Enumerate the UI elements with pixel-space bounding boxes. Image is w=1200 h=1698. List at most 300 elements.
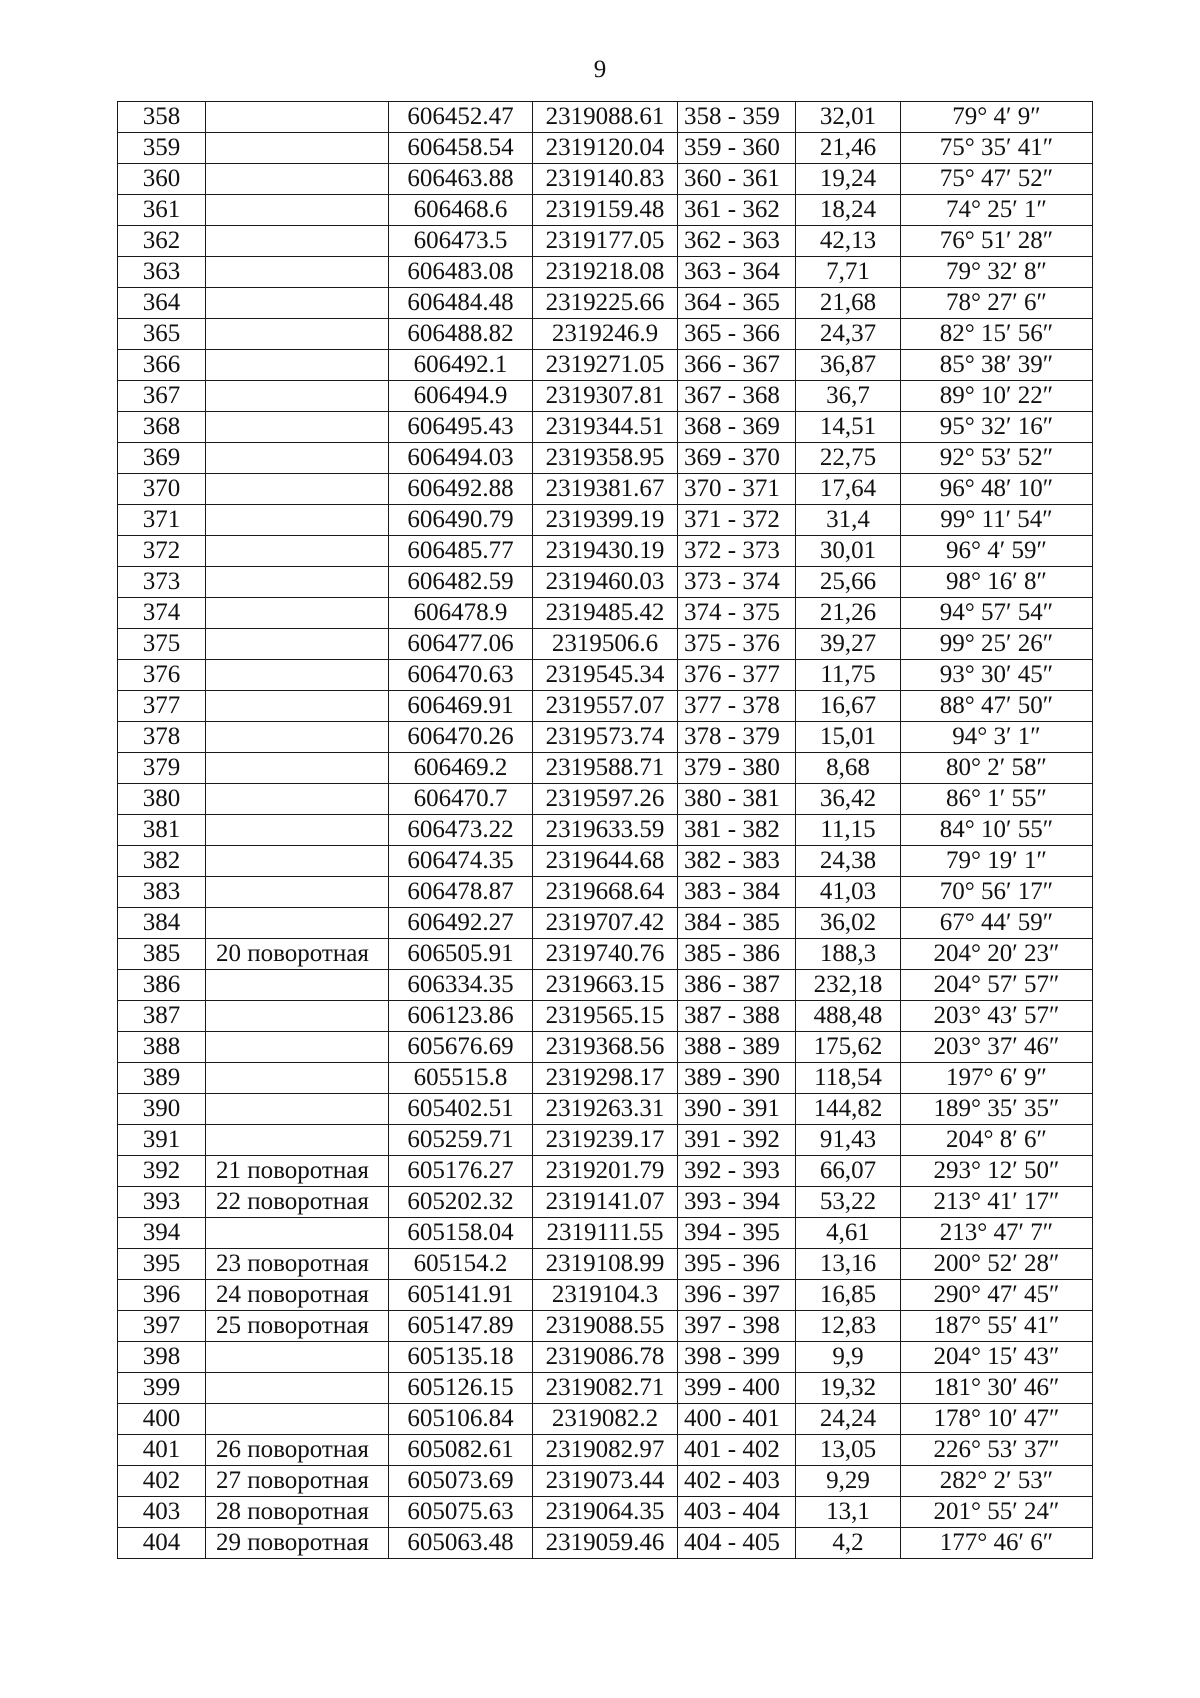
x-coordinate-cell: 605075.63: [389, 1497, 533, 1528]
segment-cell: 358 - 359: [678, 102, 796, 133]
y-coordinate-cell: 2319239.17: [533, 1125, 678, 1156]
point-name-cell: 23 поворотная: [206, 1249, 389, 1280]
y-coordinate-cell: 2319225.66: [533, 288, 678, 319]
point-name-cell: [206, 195, 389, 226]
y-coordinate-cell: 2319059.46: [533, 1528, 678, 1559]
table-row: [118, 505, 1093, 536]
x-coordinate-cell: 606469.2: [389, 753, 533, 784]
length-cell: 15,01: [796, 722, 901, 753]
bearing-cell: 98° 16′ 8″: [901, 567, 1093, 598]
x-coordinate-cell: 606469.91: [389, 691, 533, 722]
table-row: [118, 629, 1093, 660]
table-row: [118, 846, 1093, 877]
length-cell: 175,62: [796, 1032, 901, 1063]
point-name-cell: [206, 133, 389, 164]
x-coordinate-cell: 606484.48: [389, 288, 533, 319]
segment-cell: 387 - 388: [678, 1001, 796, 1032]
point-number-cell: 390: [118, 1094, 206, 1125]
length-cell: 25,66: [796, 567, 901, 598]
x-coordinate-cell: 606473.5: [389, 226, 533, 257]
length-cell: 24,37: [796, 319, 901, 350]
point-number-cell: 374: [118, 598, 206, 629]
table-row: [118, 908, 1093, 939]
segment-cell: 393 - 394: [678, 1187, 796, 1218]
point-number-cell: 377: [118, 691, 206, 722]
point-number-cell: 360: [118, 164, 206, 195]
point-number-cell: 359: [118, 133, 206, 164]
bearing-cell: 293° 12′ 50″: [901, 1156, 1093, 1187]
x-coordinate-cell: 606485.77: [389, 536, 533, 567]
point-number-cell: 369: [118, 443, 206, 474]
point-number-cell: 388: [118, 1032, 206, 1063]
segment-cell: 390 - 391: [678, 1094, 796, 1125]
point-number-cell: 395: [118, 1249, 206, 1280]
x-coordinate-cell: 606473.22: [389, 815, 533, 846]
point-number-cell: 381: [118, 815, 206, 846]
table-row: [118, 660, 1093, 691]
point-number-cell: 386: [118, 970, 206, 1001]
segment-cell: 399 - 400: [678, 1373, 796, 1404]
length-cell: 4,2: [796, 1528, 901, 1559]
point-name-cell: [206, 474, 389, 505]
y-coordinate-cell: 2319588.71: [533, 753, 678, 784]
x-coordinate-cell: 606490.79: [389, 505, 533, 536]
y-coordinate-cell: 2319086.78: [533, 1342, 678, 1373]
x-coordinate-cell: 606478.87: [389, 877, 533, 908]
point-number-cell: 387: [118, 1001, 206, 1032]
y-coordinate-cell: 2319707.42: [533, 908, 678, 939]
segment-cell: 363 - 364: [678, 257, 796, 288]
length-cell: 8,68: [796, 753, 901, 784]
bearing-cell: 99° 25′ 26″: [901, 629, 1093, 660]
table-body: [118, 102, 1093, 1559]
x-coordinate-cell: 606463.88: [389, 164, 533, 195]
segment-cell: 364 - 365: [678, 288, 796, 319]
point-number-cell: 397: [118, 1311, 206, 1342]
point-name-cell: [206, 1001, 389, 1032]
point-name-cell: [206, 443, 389, 474]
point-name-cell: [206, 1094, 389, 1125]
table-row: [118, 350, 1093, 381]
table-row: [118, 319, 1093, 350]
length-cell: 36,7: [796, 381, 901, 412]
y-coordinate-cell: 2319368.56: [533, 1032, 678, 1063]
point-number-cell: 404: [118, 1528, 206, 1559]
table-row: [118, 133, 1093, 164]
segment-cell: 403 - 404: [678, 1497, 796, 1528]
length-cell: 9,9: [796, 1342, 901, 1373]
x-coordinate-cell: 606492.88: [389, 474, 533, 505]
segment-cell: 368 - 369: [678, 412, 796, 443]
segment-cell: 375 - 376: [678, 629, 796, 660]
segment-cell: 388 - 389: [678, 1032, 796, 1063]
page-number: 9: [593, 56, 607, 83]
bearing-cell: 204° 20′ 23″: [901, 939, 1093, 970]
bearing-cell: 79° 19′ 1″: [901, 846, 1093, 877]
length-cell: 13,05: [796, 1435, 901, 1466]
bearing-cell: 203° 37′ 46″: [901, 1032, 1093, 1063]
y-coordinate-cell: 2319177.05: [533, 226, 678, 257]
point-name-cell: 22 поворотная: [206, 1187, 389, 1218]
point-number-cell: 402: [118, 1466, 206, 1497]
point-name-cell: [206, 350, 389, 381]
segment-cell: 361 - 362: [678, 195, 796, 226]
y-coordinate-cell: 2319344.51: [533, 412, 678, 443]
bearing-cell: 204° 8′ 6″: [901, 1125, 1093, 1156]
table-row: [118, 1497, 1093, 1528]
bearing-cell: 75° 35′ 41″: [901, 133, 1093, 164]
y-coordinate-cell: 2319430.19: [533, 536, 678, 567]
y-coordinate-cell: 2319663.15: [533, 970, 678, 1001]
point-name-cell: 29 поворотная: [206, 1528, 389, 1559]
bearing-cell: 189° 35′ 35″: [901, 1094, 1093, 1125]
bearing-cell: 88° 47′ 50″: [901, 691, 1093, 722]
segment-cell: 398 - 399: [678, 1342, 796, 1373]
length-cell: 36,02: [796, 908, 901, 939]
table-row: [118, 164, 1093, 195]
point-number-cell: 378: [118, 722, 206, 753]
table-row: [118, 474, 1093, 505]
point-number-cell: 389: [118, 1063, 206, 1094]
y-coordinate-cell: 2319108.99: [533, 1249, 678, 1280]
bearing-cell: 70° 56′ 17″: [901, 877, 1093, 908]
table-row: [118, 536, 1093, 567]
point-name-cell: [206, 815, 389, 846]
x-coordinate-cell: 605259.71: [389, 1125, 533, 1156]
segment-cell: 391 - 392: [678, 1125, 796, 1156]
point-name-cell: [206, 1218, 389, 1249]
segment-cell: 386 - 387: [678, 970, 796, 1001]
y-coordinate-cell: 2319073.44: [533, 1466, 678, 1497]
length-cell: 232,18: [796, 970, 901, 1001]
table-row: [118, 1342, 1093, 1373]
length-cell: 66,07: [796, 1156, 901, 1187]
segment-cell: 402 - 403: [678, 1466, 796, 1497]
bearing-cell: 86° 1′ 55″: [901, 784, 1093, 815]
segment-cell: 384 - 385: [678, 908, 796, 939]
segment-cell: 365 - 366: [678, 319, 796, 350]
y-coordinate-cell: 2319485.42: [533, 598, 678, 629]
point-name-cell: 28 поворотная: [206, 1497, 389, 1528]
point-name-cell: [206, 505, 389, 536]
x-coordinate-cell: 605063.48: [389, 1528, 533, 1559]
point-number-cell: 392: [118, 1156, 206, 1187]
y-coordinate-cell: 2319668.64: [533, 877, 678, 908]
x-coordinate-cell: 606478.9: [389, 598, 533, 629]
bearing-cell: 93° 30′ 45″: [901, 660, 1093, 691]
point-number-cell: 383: [118, 877, 206, 908]
table-row: [118, 288, 1093, 319]
x-coordinate-cell: 605402.51: [389, 1094, 533, 1125]
segment-cell: 372 - 373: [678, 536, 796, 567]
x-coordinate-cell: 606334.35: [389, 970, 533, 1001]
bearing-cell: 226° 53′ 37″: [901, 1435, 1093, 1466]
length-cell: 11,75: [796, 660, 901, 691]
x-coordinate-cell: 605676.69: [389, 1032, 533, 1063]
x-coordinate-cell: 606458.54: [389, 133, 533, 164]
bearing-cell: 85° 38′ 39″: [901, 350, 1093, 381]
point-number-cell: 363: [118, 257, 206, 288]
point-name-cell: [206, 567, 389, 598]
x-coordinate-cell: 605147.89: [389, 1311, 533, 1342]
segment-cell: 385 - 386: [678, 939, 796, 970]
point-name-cell: 24 поворотная: [206, 1280, 389, 1311]
table-row: [118, 1094, 1093, 1125]
point-number-cell: 382: [118, 846, 206, 877]
x-coordinate-cell: 606477.06: [389, 629, 533, 660]
table-row: [118, 1435, 1093, 1466]
length-cell: 24,38: [796, 846, 901, 877]
table-row: [118, 1001, 1093, 1032]
point-number-cell: 361: [118, 195, 206, 226]
bearing-cell: 82° 15′ 56″: [901, 319, 1093, 350]
y-coordinate-cell: 2319201.79: [533, 1156, 678, 1187]
point-name-cell: 21 поворотная: [206, 1156, 389, 1187]
bearing-cell: 197° 6′ 9″: [901, 1063, 1093, 1094]
table-row: [118, 1187, 1093, 1218]
length-cell: 18,24: [796, 195, 901, 226]
segment-cell: 383 - 384: [678, 877, 796, 908]
table-row: [118, 195, 1093, 226]
point-name-cell: [206, 1032, 389, 1063]
point-name-cell: [206, 691, 389, 722]
x-coordinate-cell: 606470.26: [389, 722, 533, 753]
length-cell: 9,29: [796, 1466, 901, 1497]
point-name-cell: 26 поворотная: [206, 1435, 389, 1466]
y-coordinate-cell: 2319111.55: [533, 1218, 678, 1249]
point-name-cell: [206, 319, 389, 350]
point-name-cell: [206, 908, 389, 939]
y-coordinate-cell: 2319263.31: [533, 1094, 678, 1125]
length-cell: 19,24: [796, 164, 901, 195]
length-cell: 13,1: [796, 1497, 901, 1528]
point-name-cell: [206, 660, 389, 691]
bearing-cell: 96° 48′ 10″: [901, 474, 1093, 505]
point-number-cell: 396: [118, 1280, 206, 1311]
length-cell: 42,13: [796, 226, 901, 257]
bearing-cell: 96° 4′ 59″: [901, 536, 1093, 567]
y-coordinate-cell: 2319460.03: [533, 567, 678, 598]
point-name-cell: [206, 164, 389, 195]
x-coordinate-cell: 606494.9: [389, 381, 533, 412]
table-row: [118, 877, 1093, 908]
segment-cell: 397 - 398: [678, 1311, 796, 1342]
bearing-cell: 204° 15′ 43″: [901, 1342, 1093, 1373]
point-name-cell: [206, 722, 389, 753]
bearing-cell: 213° 47′ 7″: [901, 1218, 1093, 1249]
y-coordinate-cell: 2319358.95: [533, 443, 678, 474]
table-row: [118, 598, 1093, 629]
point-name-cell: 27 поворотная: [206, 1466, 389, 1497]
y-coordinate-cell: 2319545.34: [533, 660, 678, 691]
point-name-cell: [206, 102, 389, 133]
y-coordinate-cell: 2319082.97: [533, 1435, 678, 1466]
length-cell: 30,01: [796, 536, 901, 567]
bearing-cell: 290° 47′ 45″: [901, 1280, 1093, 1311]
point-name-cell: [206, 877, 389, 908]
table-row: [118, 691, 1093, 722]
y-coordinate-cell: 2319104.3: [533, 1280, 678, 1311]
point-number-cell: 391: [118, 1125, 206, 1156]
length-cell: 19,32: [796, 1373, 901, 1404]
x-coordinate-cell: 606483.08: [389, 257, 533, 288]
length-cell: 36,42: [796, 784, 901, 815]
length-cell: 488,48: [796, 1001, 901, 1032]
bearing-cell: 282° 2′ 53″: [901, 1466, 1093, 1497]
y-coordinate-cell: 2319644.68: [533, 846, 678, 877]
segment-cell: 382 - 383: [678, 846, 796, 877]
point-number-cell: 400: [118, 1404, 206, 1435]
segment-cell: 394 - 395: [678, 1218, 796, 1249]
bearing-cell: 204° 57′ 57″: [901, 970, 1093, 1001]
bearing-cell: 200° 52′ 28″: [901, 1249, 1093, 1280]
point-name-cell: [206, 629, 389, 660]
y-coordinate-cell: 2319082.71: [533, 1373, 678, 1404]
length-cell: 53,22: [796, 1187, 901, 1218]
table-row: [118, 1156, 1093, 1187]
point-name-cell: [206, 536, 389, 567]
point-number-cell: 379: [118, 753, 206, 784]
table-row: [118, 753, 1093, 784]
bearing-cell: 78° 27′ 6″: [901, 288, 1093, 319]
bearing-cell: 79° 32′ 8″: [901, 257, 1093, 288]
point-number-cell: 375: [118, 629, 206, 660]
point-number-cell: 403: [118, 1497, 206, 1528]
y-coordinate-cell: 2319120.04: [533, 133, 678, 164]
y-coordinate-cell: 2319088.55: [533, 1311, 678, 1342]
x-coordinate-cell: 605073.69: [389, 1466, 533, 1497]
table-row: [118, 784, 1093, 815]
segment-cell: 395 - 396: [678, 1249, 796, 1280]
point-number-cell: 371: [118, 505, 206, 536]
y-coordinate-cell: 2319141.07: [533, 1187, 678, 1218]
x-coordinate-cell: 606488.82: [389, 319, 533, 350]
length-cell: 22,75: [796, 443, 901, 474]
segment-cell: 374 - 375: [678, 598, 796, 629]
bearing-cell: 99° 11′ 54″: [901, 505, 1093, 536]
x-coordinate-cell: 606452.47: [389, 102, 533, 133]
point-name-cell: 25 поворотная: [206, 1311, 389, 1342]
point-number-cell: 367: [118, 381, 206, 412]
segment-cell: 389 - 390: [678, 1063, 796, 1094]
x-coordinate-cell: 606494.03: [389, 443, 533, 474]
segment-cell: 369 - 370: [678, 443, 796, 474]
point-name-cell: [206, 288, 389, 319]
x-coordinate-cell: 605141.91: [389, 1280, 533, 1311]
point-number-cell: 362: [118, 226, 206, 257]
length-cell: 7,71: [796, 257, 901, 288]
segment-cell: 379 - 380: [678, 753, 796, 784]
length-cell: 31,4: [796, 505, 901, 536]
y-coordinate-cell: 2319573.74: [533, 722, 678, 753]
point-name-cell: [206, 257, 389, 288]
length-cell: 11,15: [796, 815, 901, 846]
length-cell: 91,43: [796, 1125, 901, 1156]
bearing-cell: 181° 30′ 46″: [901, 1373, 1093, 1404]
length-cell: 144,82: [796, 1094, 901, 1125]
x-coordinate-cell: 605202.32: [389, 1187, 533, 1218]
bearing-cell: 187° 55′ 41″: [901, 1311, 1093, 1342]
table-row: [118, 1280, 1093, 1311]
length-cell: 41,03: [796, 877, 901, 908]
point-name-cell: [206, 1125, 389, 1156]
point-name-cell: [206, 1373, 389, 1404]
y-coordinate-cell: 2319140.83: [533, 164, 678, 195]
table-row: [118, 815, 1093, 846]
y-coordinate-cell: 2319307.81: [533, 381, 678, 412]
x-coordinate-cell: 606492.1: [389, 350, 533, 381]
point-number-cell: 398: [118, 1342, 206, 1373]
segment-cell: 378 - 379: [678, 722, 796, 753]
table-row: [118, 939, 1093, 970]
length-cell: 16,85: [796, 1280, 901, 1311]
bearing-cell: 95° 32′ 16″: [901, 412, 1093, 443]
x-coordinate-cell: 606470.63: [389, 660, 533, 691]
y-coordinate-cell: 2319399.19: [533, 505, 678, 536]
bearing-cell: 94° 57′ 54″: [901, 598, 1093, 629]
segment-cell: 381 - 382: [678, 815, 796, 846]
table-row: [118, 1249, 1093, 1280]
point-number-cell: 385: [118, 939, 206, 970]
y-coordinate-cell: 2319159.48: [533, 195, 678, 226]
bearing-cell: 74° 25′ 1″: [901, 195, 1093, 226]
bearing-cell: 80° 2′ 58″: [901, 753, 1093, 784]
bearing-cell: 76° 51′ 28″: [901, 226, 1093, 257]
table-row: [118, 970, 1093, 1001]
point-number-cell: 372: [118, 536, 206, 567]
segment-cell: 367 - 368: [678, 381, 796, 412]
x-coordinate-cell: 606470.7: [389, 784, 533, 815]
bearing-cell: 178° 10′ 47″: [901, 1404, 1093, 1435]
segment-cell: 370 - 371: [678, 474, 796, 505]
table-row: [118, 722, 1093, 753]
table-row: [118, 443, 1093, 474]
length-cell: 14,51: [796, 412, 901, 443]
length-cell: 118,54: [796, 1063, 901, 1094]
segment-cell: 360 - 361: [678, 164, 796, 195]
table-row: [118, 412, 1093, 443]
point-number-cell: 394: [118, 1218, 206, 1249]
segment-cell: 400 - 401: [678, 1404, 796, 1435]
point-name-cell: [206, 784, 389, 815]
y-coordinate-cell: 2319597.26: [533, 784, 678, 815]
table-row: [118, 1311, 1093, 1342]
length-cell: 13,16: [796, 1249, 901, 1280]
length-cell: 32,01: [796, 102, 901, 133]
table-row: [118, 257, 1093, 288]
segment-cell: 362 - 363: [678, 226, 796, 257]
point-number-cell: 380: [118, 784, 206, 815]
x-coordinate-cell: 606468.6: [389, 195, 533, 226]
x-coordinate-cell: 605082.61: [389, 1435, 533, 1466]
x-coordinate-cell: 606482.59: [389, 567, 533, 598]
segment-cell: 371 - 372: [678, 505, 796, 536]
y-coordinate-cell: 2319064.35: [533, 1497, 678, 1528]
table-row: [118, 1528, 1093, 1559]
point-name-cell: [206, 846, 389, 877]
y-coordinate-cell: 2319565.15: [533, 1001, 678, 1032]
bearing-cell: 177° 46′ 6″: [901, 1528, 1093, 1559]
point-number-cell: 365: [118, 319, 206, 350]
point-number-cell: 376: [118, 660, 206, 691]
segment-cell: 401 - 402: [678, 1435, 796, 1466]
x-coordinate-cell: 605126.15: [389, 1373, 533, 1404]
x-coordinate-cell: 606492.27: [389, 908, 533, 939]
length-cell: 188,3: [796, 939, 901, 970]
length-cell: 21,46: [796, 133, 901, 164]
length-cell: 12,83: [796, 1311, 901, 1342]
length-cell: 39,27: [796, 629, 901, 660]
